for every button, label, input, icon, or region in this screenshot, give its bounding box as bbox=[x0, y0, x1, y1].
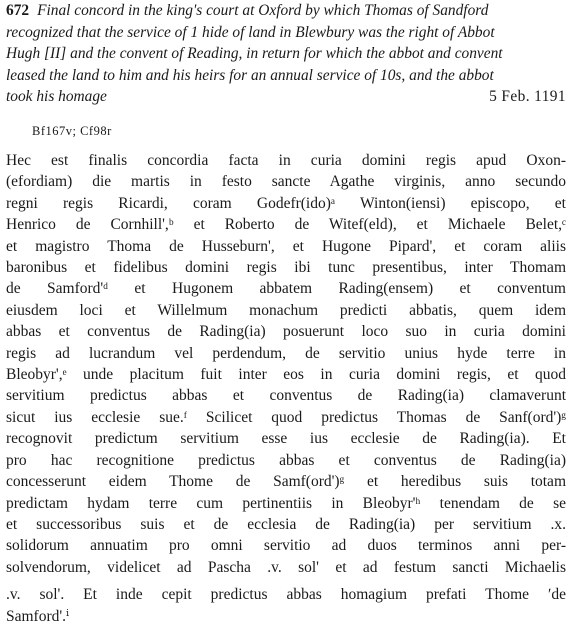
text-line: solvendorum, videlicet ad Pascha .v. sol' et ad festum sancti Michaelis bbox=[6, 558, 566, 576]
text-line: sicut ius ecclesie sue.ᶠ Scilicet quod predictus Thomas de Sanf(ord')ᵍ bbox=[6, 408, 566, 426]
manuscript-references: Bf167v; Cf98r bbox=[32, 124, 112, 138]
text-line: (efordiam) die martis in festo sancte Agathe virginis, anno secundo bbox=[6, 173, 566, 191]
text-line: Henrico de Cornhill',ᵇ et Roberto de Witef(eld), et Michaele Belet,ᶜ bbox=[6, 216, 566, 234]
text-line: baronibus et fidelibus domini regis ibi tunc presentibus, inter Thomam bbox=[6, 259, 566, 277]
entry-date: 5 Feb. 1191 bbox=[489, 88, 566, 106]
text-line: predictam hydam terre cum pertinentiis in Bleobyr'ʰ tenendam de se bbox=[6, 494, 566, 512]
text-line: eiusdem loci et Willelmum monachum predicti abbatis, quem idem bbox=[6, 301, 566, 319]
text-line: et magistro Thoma de Husseburn', et Hugone Pipard', et coram aliis bbox=[6, 237, 566, 255]
text-line: regis ad lucrandum vel perdendum, de servitio unius hyde terre in bbox=[6, 344, 566, 362]
text-line: Hec est finalis concordia facta in curia domini regis apud Oxon- bbox=[6, 152, 566, 169]
text-line: concesserunt eidem Thome de Samf(ord')ᵍ et heredibus suis totam bbox=[6, 473, 566, 491]
text-line: .v. sol'. Et inde cepit predictus abbas homagium prefati Thome ʹde bbox=[6, 586, 566, 604]
text-line: regni regis Ricardi, coram Godefr(ido)ᵃ Winton(iensi) episcopo, et bbox=[6, 194, 566, 212]
text-line: de Samford'ᵈ et Hugonem abbatem Rading(ensem) et conventum bbox=[6, 280, 566, 298]
entry-number: 672 bbox=[6, 2, 30, 19]
summary-line: Hugh [II] and the convent of Reading, in return for which the abbot and convent bbox=[6, 45, 503, 63]
summary-line: Final concord in the king's court at Oxford by which Thomas of Sandford bbox=[37, 2, 489, 19]
entry-summary bbox=[6, 0, 566, 108]
text-line: et successoribus suis et de ecclesia de Rading(ia) per servitium .x. bbox=[6, 515, 566, 533]
text-line: pro hac recognitione predictus abbas et conventus de Rading(ia) bbox=[6, 451, 566, 469]
text-line: Samford'.ⁱ bbox=[6, 607, 70, 625]
text-line: recognovit predictum servitium esse ius ecclesie de Rading(ia). Et bbox=[6, 430, 566, 448]
summary-line: took his homage bbox=[6, 88, 107, 106]
text-line: Bleobyr',ᵉ unde placitum fuit inter eos in curia domini regis, et quod bbox=[6, 366, 566, 384]
text-line: solidorum annuatim pro omni servitio ad duos terminos anni per- bbox=[6, 537, 566, 555]
text-line: servitium predictus abbas et conventus de Rading(ia) clamaverunt bbox=[6, 387, 566, 405]
latin-text bbox=[6, 150, 566, 627]
summary-line: leased the land to him and his heirs for an annual service of 10s, and the abbot bbox=[6, 66, 494, 84]
text-line: abbas et conventus de Rading(ia) posuerunt loco suo in curia domini bbox=[6, 323, 566, 341]
summary-line: recognized that the service of 1 hide of land in Blewbury was the right of Abbot bbox=[6, 23, 495, 41]
